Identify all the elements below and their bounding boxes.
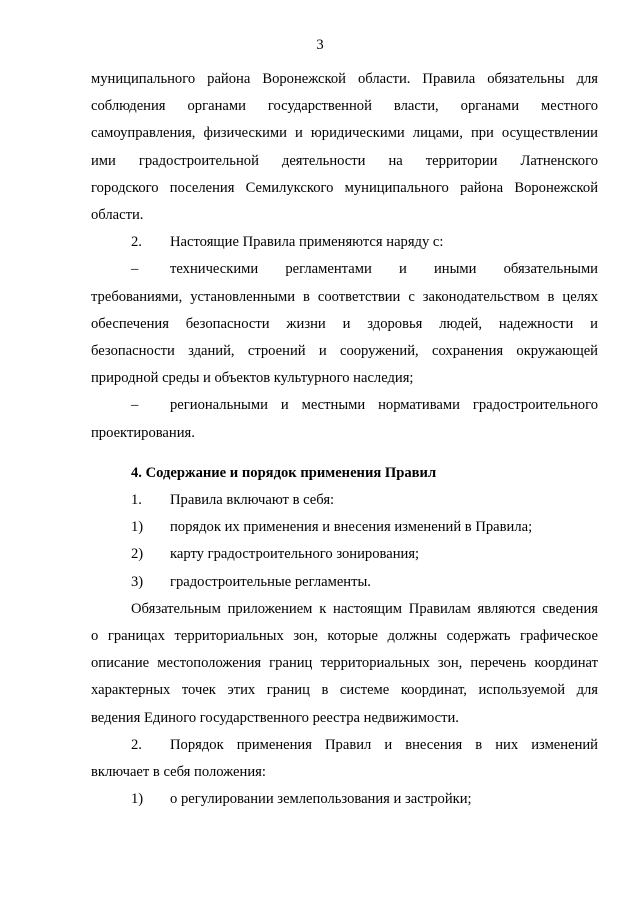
text-line: требованиями, установленными в соответствии с законодательством в целях: [91, 288, 598, 305]
text-line: проектирования.: [91, 424, 195, 441]
item-text: Правила включают в себя:: [170, 492, 335, 509]
sub-item: [91, 541, 598, 568]
text-line: муниципального района Воронежской области. Правила обязательны для: [91, 71, 598, 87]
numbered-item: [91, 732, 598, 786]
text-line: техническими регламентами и иными обязательными: [170, 261, 598, 278]
item-text: Настоящие Правила применяются наряду с:: [170, 234, 444, 251]
numbered-item: [91, 229, 598, 256]
text-line: Порядок применения Правил и внесения в них изменений: [170, 736, 598, 753]
sub-text: о регулировании землепользования и застройки;: [170, 791, 472, 808]
document-body: [91, 66, 598, 813]
sub-item: [91, 569, 598, 596]
dash-marker: –: [131, 397, 139, 414]
text-line: обеспечения безопасности жизни и здоровья людей, надежности и: [91, 315, 598, 332]
sub-text: порядок их применения и внесения изменений в Правила;: [170, 519, 533, 536]
text-line: области.: [91, 207, 144, 224]
sub-text: градостроительные регламенты.: [170, 573, 371, 590]
item-marker: 2.: [131, 736, 142, 753]
text-line: региональными и местными нормативами градостроительного: [170, 397, 598, 414]
text-line: природной среды и объектов культурного наследия;: [91, 370, 414, 387]
text-line: включает в себя положения:: [91, 764, 266, 781]
text-line: описание местоположения границ территориальных зон, перечень координат: [91, 655, 598, 672]
dash-item: [91, 256, 598, 392]
text-line: самоуправления, физическими и юридическими лицами, при осуществлении: [91, 125, 598, 142]
text-line: городского поселения Семилукского муниципального района Воронежской: [91, 179, 598, 196]
page-number: 3: [316, 37, 324, 53]
sub-marker: 1): [131, 791, 144, 808]
sub-marker: 2): [131, 546, 144, 563]
item-marker: 2.: [131, 234, 142, 251]
text-line: характерных точек этих границ в системе координат, используемой для: [91, 682, 598, 699]
dash-item: [91, 392, 598, 446]
paragraph-appendix: [91, 596, 598, 732]
text-line: ими градостроительной деятельности на территории Латненского: [91, 152, 598, 169]
text-line: ведения Единого государственного реестра недвижимости.: [91, 709, 459, 726]
sub-marker: 1): [131, 519, 144, 536]
text-line: о границах территориальных зон, которые должны содержать графическое: [91, 628, 598, 645]
text-line: безопасности зданий, строений и сооружений, сохранения окружающей: [91, 343, 598, 360]
item-marker: 1.: [131, 492, 142, 509]
text-line: соблюдения органами государственной власти, органами местного: [91, 98, 598, 115]
text-line: Обязательным приложением к настоящим Правилам являются сведения: [131, 600, 598, 617]
section-heading: 4. Содержание и порядок применения Правил: [131, 464, 437, 481]
sub-item: [91, 514, 598, 541]
dash-marker: –: [131, 261, 139, 278]
sub-text: карту градостроительного зонирования;: [170, 546, 420, 563]
sub-marker: 3): [131, 573, 144, 590]
paragraph-scope: [91, 66, 598, 229]
sub-item: [91, 786, 598, 813]
numbered-item: [91, 487, 598, 514]
